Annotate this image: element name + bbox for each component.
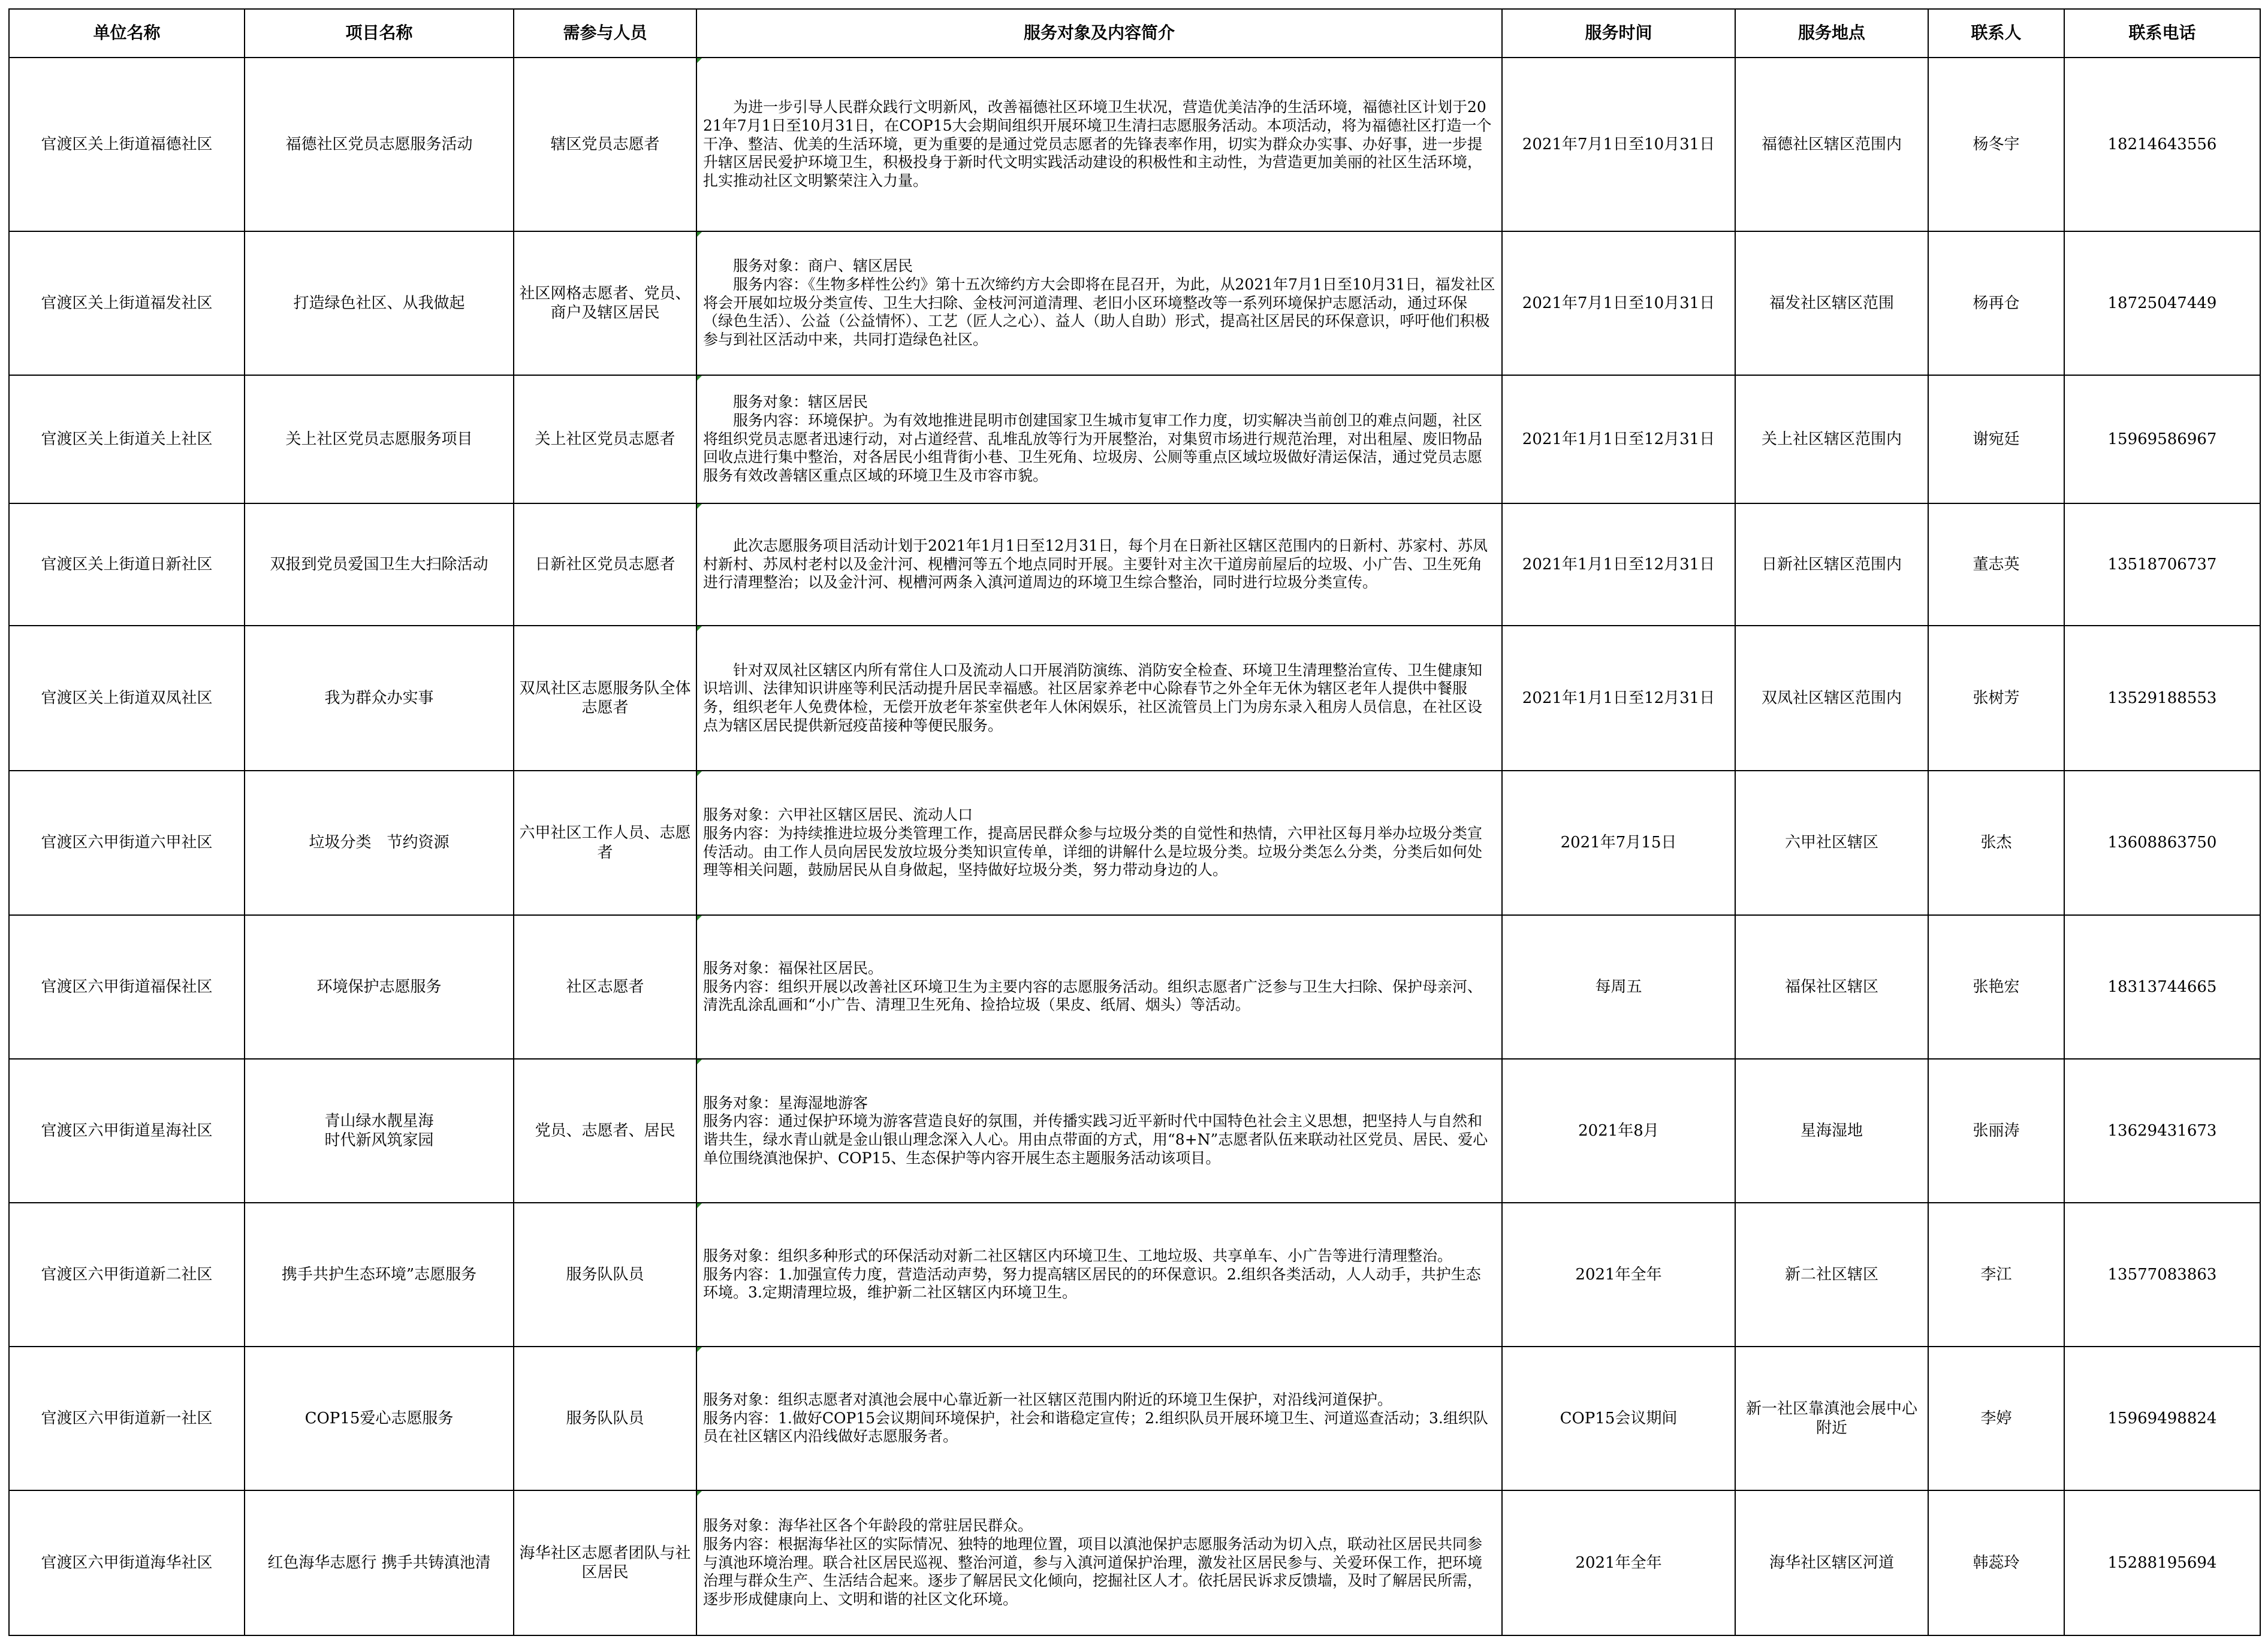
cell-description[interactable]: 服务对象：组织志愿者对滇池会展中心靠近新一社区辖区范围内附近的环境卫生保护，对沿线河道保护。 服务内容：1.做好COP15会议期间环境保护，社会和谐稳定宣传；2.组织队员开展环境卫生、河道巡查活动；3.组织队员在社区辖区内沿线做好志愿服务者。 [696, 1347, 1502, 1490]
cell-project[interactable]: 携手共护生态环境”志愿服务 [245, 1203, 514, 1347]
header-unit: 单位名称 [9, 9, 245, 58]
cell-phone[interactable]: 15969498824 [2064, 1347, 2260, 1490]
cell-unit[interactable]: 官渡区关上街道双凤社区 [9, 626, 245, 771]
cell-contact[interactable]: 张艳宏 [1928, 915, 2064, 1059]
cell-phone[interactable]: 15969586967 [2064, 375, 2260, 503]
cell-participants[interactable]: 服务队队员 [514, 1347, 696, 1490]
cell-time[interactable]: 2021年1月1日至12月31日 [1502, 626, 1735, 771]
table-row [9, 1203, 2260, 1347]
cell-contact[interactable]: 张杰 [1928, 771, 2064, 915]
cell-participants[interactable]: 六甲社区工作人员、志愿者 [514, 771, 696, 915]
cell-participants[interactable]: 服务队队员 [514, 1203, 696, 1347]
cell-phone[interactable]: 13608863750 [2064, 771, 2260, 915]
cell-phone[interactable]: 18214643556 [2064, 58, 2260, 231]
cell-description[interactable]: 服务对象：六甲社区辖区居民、流动人口 服务内容：为持续推进垃圾分类管理工作，提高居民群众参与垃圾分类的自觉性和热情，六甲社区每月举办垃圾分类宣传活动。由工作人员向居民发放垃圾分类知识宣传单，详细的讲解什么是垃圾分类。垃圾分类怎么分类，分类后如何处理等相关问题，鼓励居民从自身做起，坚持做好垃圾分类，努力带动身边的人。 [696, 771, 1502, 915]
table-row [9, 1059, 2260, 1203]
cell-place[interactable]: 福德社区辖区范围内 [1735, 58, 1928, 231]
cell-participants[interactable]: 海华社区志愿者团队与社区居民 [514, 1490, 696, 1635]
cell-time[interactable]: 2021年7月15日 [1502, 771, 1735, 915]
cell-contact[interactable]: 张丽涛 [1928, 1059, 2064, 1203]
table-row [9, 915, 2260, 1059]
header-description: 服务对象及内容简介 [696, 9, 1502, 58]
cell-time[interactable]: 2021年1月1日至12月31日 [1502, 503, 1735, 626]
cell-place[interactable]: 新一社区靠滇池会展中心附近 [1735, 1347, 1928, 1490]
cell-description[interactable]: 服务对象：商户、辖区居民 服务内容：《生物多样性公约》第十五次缔约方大会即将在昆召开，为此，从2021年7月1日至10月31日，福发社区将会开展如垃圾分类宣传、卫生大扫除、金枝河河道清理、老旧小区环境整改等一系列环境保护志愿活动，通过环保（绿色生活）、公益（公益情怀）、工艺（匠人之心）、益人（助人自助）形式，提高社区居民的环保意识，呼吁他们积极参与到社区活动中来，共同打造绿色社区。 [696, 231, 1502, 375]
cell-project[interactable]: 打造绿色社区、从我做起 [245, 231, 514, 375]
cell-participants[interactable]: 党员、志愿者、居民 [514, 1059, 696, 1203]
cell-participants[interactable]: 社区网格志愿者、党员、商户及辖区居民 [514, 231, 696, 375]
cell-project[interactable]: 我为群众办实事 [245, 626, 514, 771]
cell-description[interactable]: 服务对象：海华社区各个年龄段的常驻居民群众。 服务内容：根据海华社区的实际情况、独特的地理位置，项目以滇池保护志愿服务活动为切入点，联动社区居民共同参与滇池环境治理。联合社区居民巡视、整治河道，参与入滇河道保护治理，激发社区居民参与、关爱环保工作，把环境治理与群众生产、生活结合起来。逐步了解居民文化倾向，挖掘社区人才。依托居民诉求反馈墙，及时了解居民所需，逐步形成健康向上、文明和谐的社区文化环境。 [696, 1490, 1502, 1635]
header-contact: 联系人 [1928, 9, 2064, 58]
cell-contact[interactable]: 韩蕊玲 [1928, 1490, 2064, 1635]
cell-participants[interactable]: 关上社区党员志愿者 [514, 375, 696, 503]
cell-participants[interactable]: 社区志愿者 [514, 915, 696, 1059]
cell-phone[interactable]: 13577083863 [2064, 1203, 2260, 1347]
cell-participants[interactable]: 双凤社区志愿服务队全体志愿者 [514, 626, 696, 771]
cell-place[interactable]: 关上社区辖区范围内 [1735, 375, 1928, 503]
cell-participants[interactable]: 辖区党员志愿者 [514, 58, 696, 231]
cell-phone[interactable]: 15288195694 [2064, 1490, 2260, 1635]
cell-contact[interactable]: 董志英 [1928, 503, 2064, 626]
cell-contact[interactable]: 杨再仓 [1928, 231, 2064, 375]
cell-place[interactable]: 海华社区辖区河道 [1735, 1490, 1928, 1635]
cell-place[interactable]: 日新社区辖区范围内 [1735, 503, 1928, 626]
cell-phone[interactable]: 13529188553 [2064, 626, 2260, 771]
header-place: 服务地点 [1735, 9, 1928, 58]
cell-place[interactable]: 福发社区辖区范围 [1735, 231, 1928, 375]
cell-project[interactable]: 环境保护志愿服务 [245, 915, 514, 1059]
cell-unit[interactable]: 官渡区六甲街道星海社区 [9, 1059, 245, 1203]
table-row [9, 58, 2260, 231]
cell-unit[interactable]: 官渡区六甲街道新一社区 [9, 1347, 245, 1490]
table-row [9, 1490, 2260, 1635]
table-row [9, 771, 2260, 915]
cell-phone[interactable]: 13518706737 [2064, 503, 2260, 626]
cell-project[interactable]: 垃圾分类 节约资源 [245, 771, 514, 915]
volunteer-projects-table [8, 8, 2261, 1636]
cell-place[interactable]: 福保社区辖区 [1735, 915, 1928, 1059]
cell-contact[interactable]: 谢宛廷 [1928, 375, 2064, 503]
header-row [9, 9, 2260, 58]
cell-contact[interactable]: 杨冬宇 [1928, 58, 2064, 231]
cell-phone[interactable]: 18725047449 [2064, 231, 2260, 375]
cell-description[interactable]: 服务对象：辖区居民 服务内容：环境保护。为有效地推进昆明市创建国家卫生城市复审工作力度，切实解决当前创卫的难点问题，社区将组织党员志愿者迅速行动，对占道经营、乱堆乱放等行为开展整治，对集贸市场进行规范治理，对出租屋、废旧物品回收点进行集中整治，对各居民小组背街小巷、卫生死角、垃圾房、公厕等重点区域垃圾做好清运保洁，通过党员志愿服务有效改善辖区重点区域的环境卫生及市容市貌。 [696, 375, 1502, 503]
spreadsheet-page [8, 8, 2260, 1634]
cell-unit[interactable]: 官渡区六甲街道福保社区 [9, 915, 245, 1059]
cell-unit[interactable]: 官渡区六甲街道新二社区 [9, 1203, 245, 1347]
cell-project[interactable]: 双报到党员爱国卫生大扫除活动 [245, 503, 514, 626]
table-row [9, 503, 2260, 626]
cell-description[interactable]: 为进一步引导人民群众践行文明新风，改善福德社区环境卫生状况，营造优美洁净的生活环境，福德社区计划于2021年7月1日至10月31日，在COP15大会期间组织开展环境卫生清扫志愿服务活动。本项活动，将为福德社区打造一个干净、整洁、优美的生活环境，更为重要的是通过党员志愿者的先锋表率作用，切实为群众办实事、办好事，进一步提升辖区居民爱护环境卫生，积极投身于新时代文明实践活动建设的积极性和主动性，为营造更加美丽的社区生活环境，扎实推动社区文明繁荣注入力量。 [696, 58, 1502, 231]
cell-unit[interactable]: 官渡区关上街道日新社区 [9, 503, 245, 626]
header-project: 项目名称 [245, 9, 514, 58]
cell-unit[interactable]: 官渡区关上街道福德社区 [9, 58, 245, 231]
cell-project[interactable]: 关上社区党员志愿服务项目 [245, 375, 514, 503]
cell-phone[interactable]: 13629431673 [2064, 1059, 2260, 1203]
cell-description[interactable]: 服务对象：组织多种形式的环保活动对新二社区辖区内环境卫生、工地垃圾、共享单车、小广告等进行清理整治。 服务内容：1.加强宣传力度，营造活动声势，努力提高辖区居民的的环保意识。2.组织各类活动，人人动手，共护生态环境。3.定期清理垃圾，维护新二社区辖区内环境卫生。 [696, 1203, 1502, 1347]
cell-description[interactable]: 服务对象：福保社区居民。 服务内容：组织开展以改善社区环境卫生为主要内容的志愿服务活动。组织志愿者广泛参与卫生大扫除、保护母亲河、清洗乱涂乱画和“小广告、清理卫生死角、捡拾垃圾（果皮、纸屑、烟头）等活动。 [696, 915, 1502, 1059]
table-row [9, 231, 2260, 375]
cell-time[interactable]: 每周五 [1502, 915, 1735, 1059]
cell-time[interactable]: COP15会议期间 [1502, 1347, 1735, 1490]
table-row [9, 626, 2260, 771]
header-time: 服务时间 [1502, 9, 1735, 58]
cell-time[interactable]: 2021年8月 [1502, 1059, 1735, 1203]
table-row [9, 375, 2260, 503]
cell-contact[interactable]: 李婷 [1928, 1347, 2064, 1490]
cell-unit[interactable]: 官渡区关上街道关上社区 [9, 375, 245, 503]
cell-time[interactable]: 2021年1月1日至12月31日 [1502, 375, 1735, 503]
cell-project[interactable]: COP15爱心志愿服务 [245, 1347, 514, 1490]
header-phone: 联系电话 [2064, 9, 2260, 58]
cell-time[interactable]: 2021年7月1日至10月31日 [1502, 231, 1735, 375]
cell-participants[interactable]: 日新社区党员志愿者 [514, 503, 696, 626]
cell-place[interactable]: 双凤社区辖区范围内 [1735, 626, 1928, 771]
cell-project[interactable]: 福德社区党员志愿服务活动 [245, 58, 514, 231]
cell-place[interactable]: 六甲社区辖区 [1735, 771, 1928, 915]
cell-project[interactable]: 红色海华志愿行 携手共铸滇池清 [245, 1490, 514, 1635]
cell-unit[interactable]: 官渡区六甲街道海华社区 [9, 1490, 245, 1635]
cell-unit[interactable]: 官渡区关上街道福发社区 [9, 231, 245, 375]
cell-project[interactable]: 青山绿水靓星海 时代新风筑家园 [245, 1059, 514, 1203]
cell-contact[interactable]: 张树芳 [1928, 626, 2064, 771]
cell-time[interactable]: 2021年全年 [1502, 1490, 1735, 1635]
cell-unit[interactable]: 官渡区六甲街道六甲社区 [9, 771, 245, 915]
header-participants: 需参与人员 [514, 9, 696, 58]
cell-description[interactable]: 针对双凤社区辖区内所有常住人口及流动人口开展消防演练、消防安全检查、环境卫生清理整治宣传、卫生健康知识培训、法律知识讲座等利民活动提升居民幸福感。社区居家养老中心除春节之外全年无休为辖区老年人提供中餐服务，组织老年人免费体检，无偿开放老年茶室供老年人休闲娱乐，社区流管员上门为房东录入租房人员信息，在社区设点为辖区居民提供新冠疫苗接种等便民服务。 [696, 626, 1502, 771]
cell-time[interactable]: 2021年全年 [1502, 1203, 1735, 1347]
table-row [9, 1347, 2260, 1490]
cell-time[interactable]: 2021年7月1日至10月31日 [1502, 58, 1735, 231]
cell-phone[interactable]: 18313744665 [2064, 915, 2260, 1059]
cell-description[interactable]: 此次志愿服务项目活动计划于2021年1月1日至12月31日，每个月在日新社区辖区范围内的日新村、苏家村、苏凤村新村、苏凤村老村以及金汁河、枧槽河等五个地点同时开展。主要针对主次干道房前屋后的垃圾、小广告、卫生死角进行清理整治；以及金汁河、枧槽河两条入滇河道周边的环境卫生综合整治，同时进行垃圾分类宣传。 [696, 503, 1502, 626]
cell-contact[interactable]: 李江 [1928, 1203, 2064, 1347]
cell-place[interactable]: 星海湿地 [1735, 1059, 1928, 1203]
cell-place[interactable]: 新二社区辖区 [1735, 1203, 1928, 1347]
cell-description[interactable]: 服务对象：星海湿地游客 服务内容：通过保护环境为游客营造良好的氛围，并传播实践习近平新时代中国特色社会主义思想，把坚持人与自然和谐共生，绿水青山就是金山银山理念深入人心。用由点带面的方式，用“8+N”志愿者队伍来联动社区党员、居民、爱心单位围绕滇池保护、COP15、生态保护等内容开展生态主题服务活动该项目。 [696, 1059, 1502, 1203]
